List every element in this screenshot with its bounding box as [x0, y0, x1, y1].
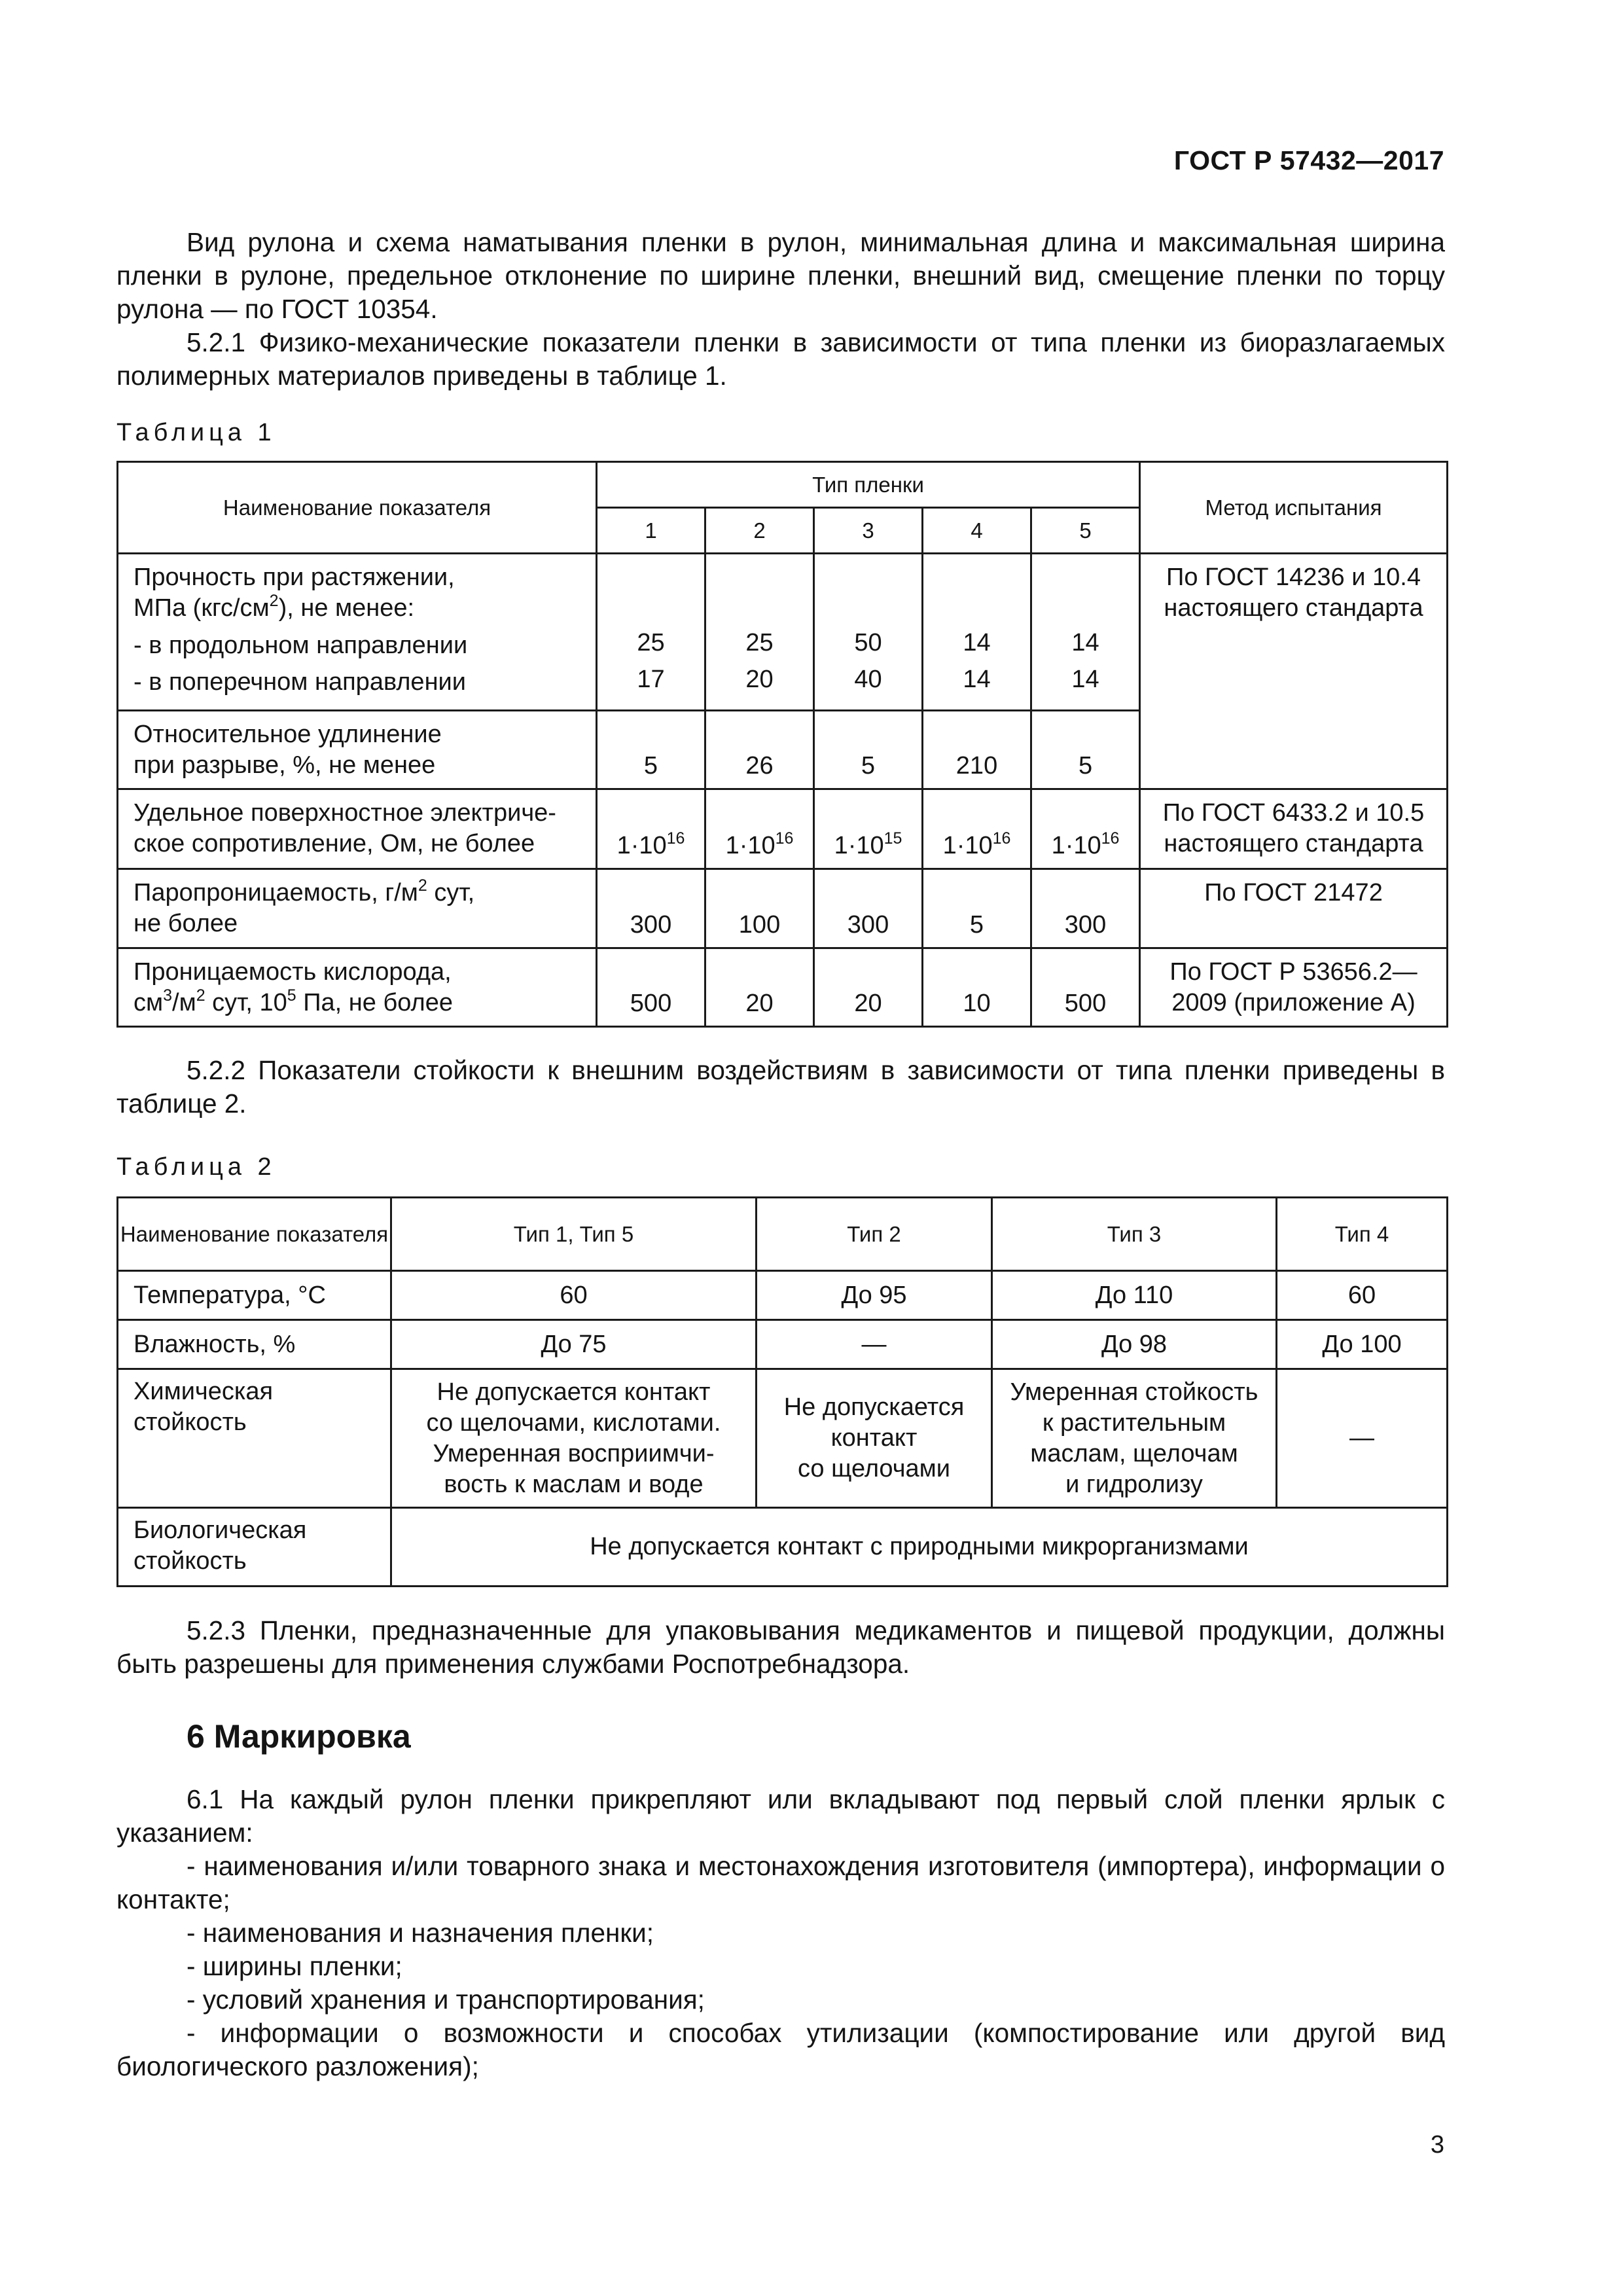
- t1-r2-name-b: при разрыве, %, не менее: [134, 751, 436, 779]
- t1-r3-type4: [923, 789, 1031, 869]
- t1-r1-long-2: 25: [745, 629, 774, 656]
- t1-r3-exp-3: 15: [883, 829, 902, 848]
- t1-r5-name-a: Проницаемость кислорода,: [134, 958, 452, 986]
- t2-chem-c2-line1: Не допускается: [783, 1393, 965, 1421]
- t1-r3-type1: [597, 789, 705, 869]
- t1-header-name: Наименование показателя: [118, 462, 597, 554]
- list-item-name-purpose: - наименования и назначения пленки;: [187, 1918, 654, 1948]
- t2-chem-type15: [391, 1369, 757, 1508]
- t1-header-type: Тип пленки: [597, 462, 1140, 508]
- t1-r1-trans-4: 14: [963, 666, 991, 693]
- t1-r5-method-b: 2009 (приложение А): [1171, 989, 1416, 1016]
- t1-r3-exp-1: 16: [666, 829, 685, 848]
- t1-r5-type5: 500: [1031, 948, 1140, 1027]
- t1-r1-long-1: 25: [637, 629, 665, 656]
- t2-chem-c3-line3: маслам, щелочам: [1030, 1439, 1238, 1467]
- t1-r1-name-a: Прочность при растяжении,: [134, 564, 455, 591]
- t1-r1-sub-transverse: - в поперечном направлении: [134, 668, 467, 696]
- t1-r3-base-5: 1·10: [1051, 832, 1101, 859]
- t1-r5-s2: 2: [196, 986, 205, 1005]
- t1-r5-name: [118, 948, 597, 1027]
- t1-type-1: 1: [597, 508, 705, 554]
- t1-r3-exp-4: 16: [992, 829, 1011, 848]
- t1-r5-method: [1140, 948, 1448, 1027]
- table-2: [116, 1196, 1448, 1587]
- t1-r1-name-b-sup: 2: [269, 592, 279, 610]
- t1-r3-base-2: 1·10: [725, 832, 776, 859]
- t1-type-3: 3: [814, 508, 923, 554]
- t1-r4-method: По ГОСТ 21472: [1140, 869, 1448, 948]
- t2-humidity-type4: До 100: [1277, 1320, 1448, 1369]
- t2-temp-type2: До 95: [757, 1271, 992, 1320]
- t1-r3-name-b: ское сопротивление, Ом, не более: [134, 830, 535, 857]
- page-number: 3: [1430, 2131, 1444, 2159]
- t1-r3-base-3: 1·10: [834, 832, 884, 859]
- t1-r2-type4: 210: [923, 711, 1031, 789]
- t1-r3-base-4: 1·10: [942, 832, 993, 859]
- t1-r3-name: [118, 789, 597, 869]
- t1-type-4: 4: [923, 508, 1031, 554]
- t1-r2-type3: 5: [814, 711, 923, 789]
- t1-r5-p4: Па, не более: [296, 989, 453, 1016]
- list-item-manufacturer: - наименования и/или товарного знака и местонахождения изготовителя (импортера), информации о контакте;: [116, 1851, 1445, 1914]
- document-header: ГОСТ Р 57432—2017: [1173, 145, 1444, 175]
- t2-temp-type3: До 110: [992, 1271, 1277, 1320]
- t2-chem-type4: —: [1277, 1369, 1448, 1508]
- t1-r5-s3: 5: [287, 986, 296, 1005]
- t2-header-type15: Тип 1, Тип 5: [391, 1198, 757, 1271]
- t2-chem-name-a: Химическая: [134, 1378, 274, 1405]
- t1-header-method: Метод испытания: [1140, 462, 1448, 554]
- t1-r1-trans-2: 20: [745, 666, 774, 693]
- paragraph-5-2-3: 5.2.3 Пленки, предназначенные для упаковывания медикаментов и пищевой продукции, должны быть разрешены для применения службами Роспотребнадзора.: [116, 1615, 1445, 1679]
- t1-r4-name: [118, 869, 597, 948]
- t1-r4-type5: 300: [1031, 869, 1140, 948]
- table2-caption: Таблица 2: [116, 1153, 276, 1181]
- t1-r1-type3: [814, 554, 923, 711]
- t1-r1-type4: [923, 554, 1031, 711]
- t1-r1-name-b-post: ), не менее:: [278, 594, 415, 622]
- t1-r3-type2: [705, 789, 814, 869]
- t2-bio-name: [118, 1508, 391, 1587]
- t1-r1-trans-3: 40: [854, 666, 882, 693]
- t2-temp-type15: 60: [391, 1271, 757, 1320]
- t1-r3-name-a: Удельное поверхностное электриче-: [134, 799, 556, 827]
- t1-r3-base-1: 1·10: [616, 832, 667, 859]
- table-1: [116, 461, 1448, 1028]
- t2-temp-type4: 60: [1277, 1271, 1448, 1320]
- t2-chem-c2-line2: контакт: [830, 1424, 918, 1452]
- t1-r5-type2: 20: [705, 948, 814, 1027]
- table1-caption: Таблица 1: [116, 419, 276, 446]
- t1-r5-type1: 500: [597, 948, 705, 1027]
- t1-r1-sub-longitudinal: - в продольном направлении: [134, 632, 468, 659]
- t2-bio-name-b: стойкость: [134, 1547, 247, 1575]
- t1-r2-type1: 5: [597, 711, 705, 789]
- t1-type-2: 2: [705, 508, 814, 554]
- t1-r5-s1: 3: [163, 986, 173, 1005]
- t1-r4-type1: 300: [597, 869, 705, 948]
- t1-r4-type4: 5: [923, 869, 1031, 948]
- t2-chem-name-b: стойкость: [134, 1408, 247, 1436]
- t2-chem-c1-line2: со щелочами, кислотами.: [426, 1408, 721, 1437]
- t1-r4-name-a-post: сут,: [427, 879, 475, 906]
- t2-humidity-type2: —: [757, 1320, 992, 1369]
- t1-r5-type3: 20: [814, 948, 923, 1027]
- t2-chem-c3-line2: к растительным: [1042, 1408, 1226, 1437]
- t1-r3-type5: [1031, 789, 1140, 869]
- t1-r1-long-5: 14: [1071, 629, 1099, 656]
- t1-r1-type1: [597, 554, 705, 711]
- t2-header-name: Наименование показателя: [118, 1198, 391, 1271]
- t2-chem-c1-line4: вость к маслам и воде: [444, 1470, 704, 1498]
- t1-r4-name-b: не более: [134, 910, 238, 937]
- t1-r5-p2: /м: [172, 989, 196, 1016]
- t1-r4-name-a-pre: Паропроницаемость, г/м: [134, 879, 418, 906]
- paragraph-6-1: 6.1 На каждый рулон пленки прикрепляют или вкладывают под первый слой пленки ярлык с указанием:: [116, 1784, 1445, 1848]
- t1-r4-type2: 100: [705, 869, 814, 948]
- t1-r5-name-b: [134, 988, 590, 1018]
- t1-r1-type5: [1031, 554, 1140, 711]
- section-6-title: 6 Маркировка: [187, 1718, 411, 1755]
- t1-r1-method: [1140, 554, 1448, 789]
- t2-header-type3: Тип 3: [992, 1198, 1277, 1271]
- t2-chem-c3-line4: и гидролизу: [1065, 1470, 1203, 1498]
- t2-bio-name-a: Биологическая: [134, 1516, 307, 1544]
- t1-r1-long-4: 14: [963, 629, 991, 656]
- t1-r2-type2: 26: [705, 711, 814, 789]
- list-item-disposal: - информации о возможности и способах утилизации (компостирование или другой вид биологического разложения);: [116, 2018, 1445, 2081]
- t1-r1-name: [118, 554, 597, 711]
- paragraph-5-2-1: 5.2.1 Физико-механические показатели пленки в зависимости от типа пленки из биоразлагаемых полимерных материалов приведены в таблице 1.: [116, 327, 1445, 391]
- t2-humidity-name: Влажность, %: [118, 1320, 391, 1369]
- t2-humidity-type3: До 98: [992, 1320, 1277, 1369]
- t2-bio-value: Не допускается контакт с природными микрорганизмами: [391, 1508, 1448, 1587]
- t1-r3-exp-2: 16: [775, 829, 794, 848]
- t2-chem-name: [118, 1369, 391, 1508]
- t1-r2-type5: 5: [1031, 711, 1140, 789]
- t1-r1-long-3: 50: [854, 629, 882, 656]
- t1-r4-type3: 300: [814, 869, 923, 948]
- t1-type-5: 5: [1031, 508, 1140, 554]
- t1-r1-method-a: По ГОСТ 14236 и 10.4: [1166, 564, 1421, 591]
- t1-r3-method-a: По ГОСТ 6433.2 и 10.5: [1162, 799, 1425, 827]
- t2-temp-name: Температура, °С: [118, 1271, 391, 1320]
- t2-header-type4: Тип 4: [1277, 1198, 1448, 1271]
- t1-r5-p3: сут, 10: [205, 989, 287, 1016]
- t2-chem-type3: [992, 1369, 1277, 1508]
- t2-chem-type2: [757, 1369, 992, 1508]
- t1-r1-trans-5: 14: [1071, 666, 1099, 693]
- paragraph-5-2-2: 5.2.2 Показатели стойкости к внешним воздействиям в зависимости от типа пленки приведены в таблице 2.: [116, 1055, 1445, 1119]
- list-item-storage: - условий хранения и транспортирования;: [187, 1984, 705, 2015]
- t1-r5-p1: см: [134, 989, 164, 1016]
- t1-r1-name-b: [134, 593, 590, 624]
- t1-r3-type3: [814, 789, 923, 869]
- t1-r1-trans-1: 17: [637, 666, 665, 693]
- t2-header-type2: Тип 2: [757, 1198, 992, 1271]
- list-item-width: - ширины пленки;: [187, 1951, 402, 1981]
- t2-chem-c1-line1: Не допускается контакт: [437, 1378, 711, 1406]
- t1-r4-name-a: [134, 878, 590, 908]
- t1-r4-name-a-sup: 2: [418, 876, 427, 895]
- t1-r3-method-b: настоящего стандарта: [1164, 830, 1423, 857]
- t1-r2-name: [118, 711, 597, 789]
- t2-chem-c2-line3: со щелочами: [797, 1455, 950, 1482]
- t1-r5-method-a: По ГОСТ Р 53656.2—: [1169, 958, 1418, 986]
- t1-r1-type2: [705, 554, 814, 711]
- t1-r5-type4: 10: [923, 948, 1031, 1027]
- intro-paragraph: Вид рулона и схема наматывания пленки в рулон, минимальная длина и максимальная ширина пленки в рулоне, предельное отклонение по ширине пленки, внешний вид, смещение пленки по торцу рулона — по ГОСТ 10354.: [116, 227, 1445, 324]
- t2-humidity-type15: До 75: [391, 1320, 757, 1369]
- t1-r3-exp-5: 16: [1101, 829, 1120, 848]
- t1-r2-name-a: Относительное удлинение: [134, 721, 442, 748]
- t2-chem-c3-line1: Умеренная стойкость: [1010, 1378, 1258, 1406]
- t2-chem-c1-line3: Умеренная восприимчи-: [433, 1439, 715, 1467]
- t1-r1-method-b: настоящего стандарта: [1164, 594, 1423, 622]
- t1-r1-name-b-pre: МПа (кгс/см: [134, 594, 270, 622]
- t1-r3-method: [1140, 789, 1448, 869]
